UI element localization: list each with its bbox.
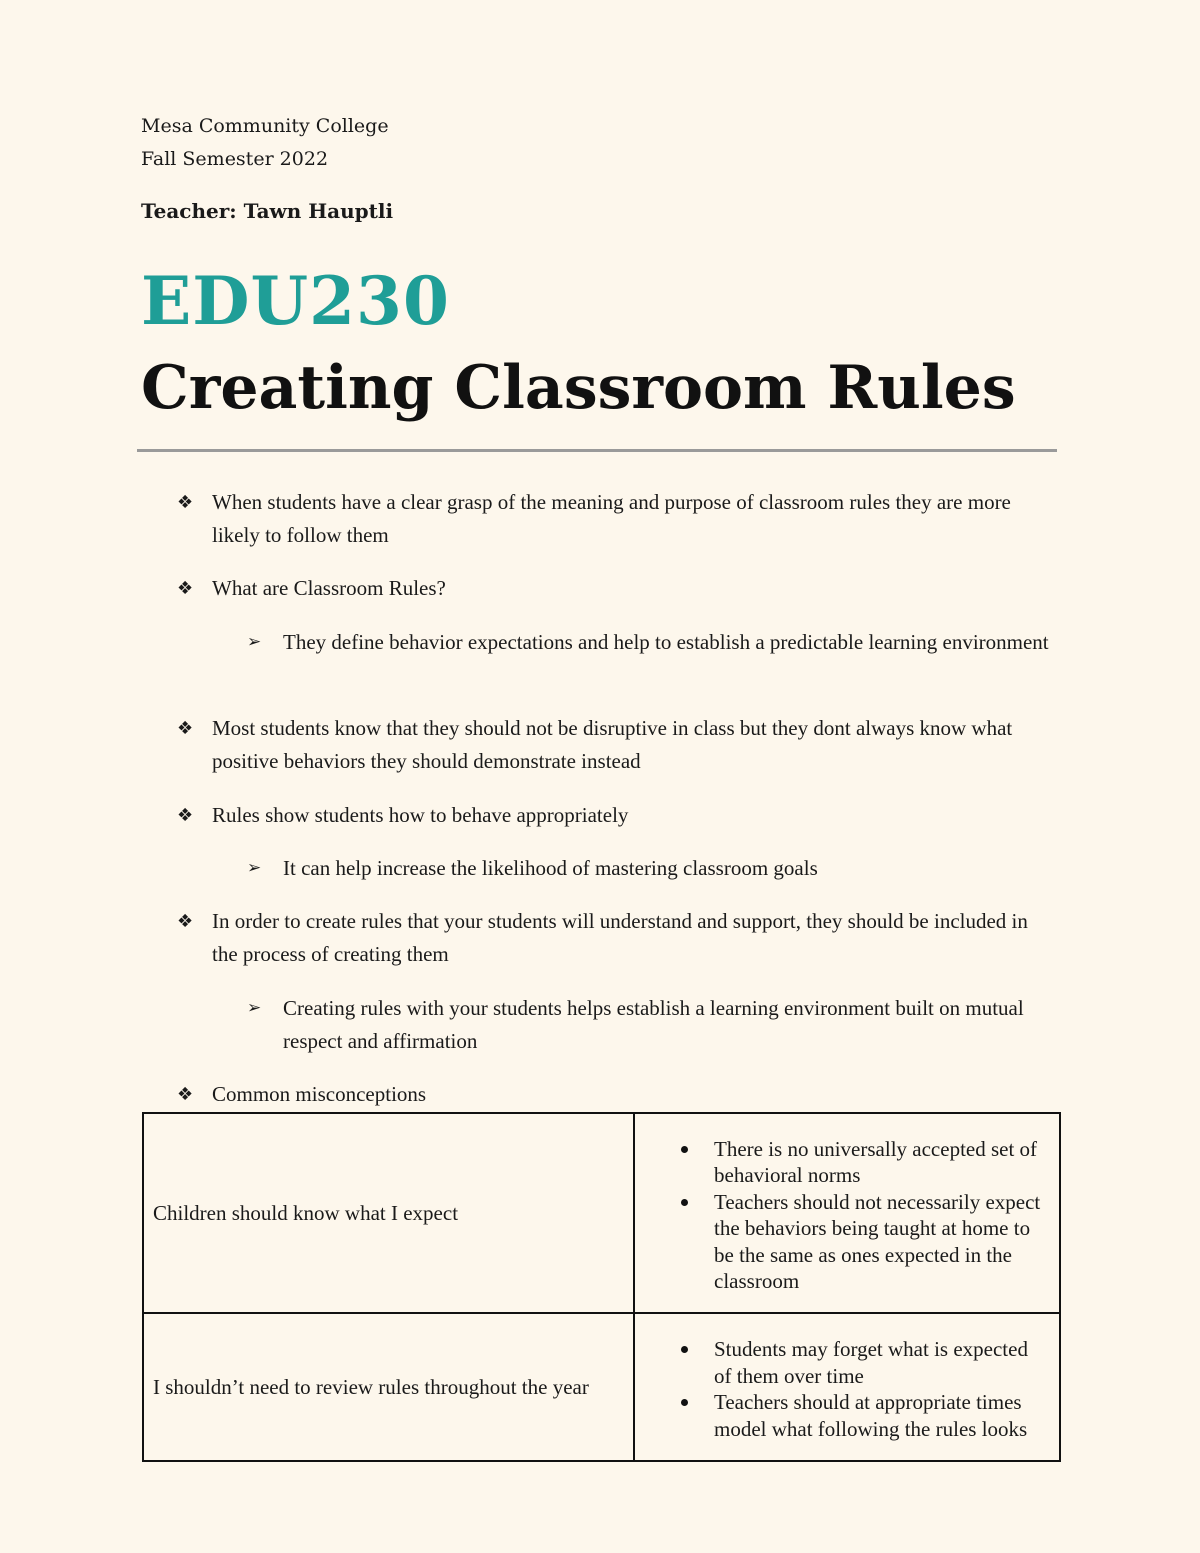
table-row [143, 1113, 1060, 1313]
explanation-list [635, 1136, 1047, 1295]
list-item [177, 572, 1052, 605]
list-item-text: What are Classroom Rules? [212, 576, 446, 600]
diamond-bullet-icon: ❖ [177, 911, 194, 932]
diamond-bullet-icon: ❖ [177, 1084, 194, 1105]
course-code: EDU230 [141, 262, 450, 340]
sub-list-item [247, 626, 1053, 659]
misconception-cell: I shouldn’t need to review rules throughout the year [143, 1313, 634, 1461]
list-item-text: Most students know that they should not be disruptive in class but they dont always know what positive behaviors they should demonstrate instead [212, 716, 1013, 773]
list-item-text: Creating rules with your students helps establish a learning environment built on mutual respect and affirmation [283, 996, 1024, 1053]
list-item [177, 712, 1052, 778]
list-item-text: Rules show students how to behave appropriately [212, 803, 629, 827]
list-item-text: It can help increase the likelihood of mastering classroom goals [283, 856, 818, 880]
list-item-text: There is no universally accepted set of behavioral norms [714, 1136, 1038, 1187]
list-item-text: Common misconceptions [212, 1082, 427, 1106]
list-item [635, 1136, 1047, 1189]
list-item-text: Students may forget what is expected of them over time [714, 1337, 1028, 1388]
bullet-dot-icon [681, 1399, 688, 1406]
table-row [143, 1313, 1060, 1461]
diamond-bullet-icon: ❖ [177, 578, 194, 599]
list-item [177, 905, 1052, 971]
page-title: Creating Classroom Rules [141, 353, 1016, 423]
list-item-text: In order to create rules that your students will understand and support, they should be included in the process of creating them [212, 909, 1028, 966]
list-item [635, 1336, 1047, 1389]
list-item-text: Teachers should not necessarily expect the behaviors being taught at home to be the same as ones expected in the classroom [714, 1189, 1041, 1293]
diamond-bullet-icon: ❖ [177, 492, 194, 513]
title-divider [137, 449, 1057, 452]
arrow-bullet-icon: ➢ [247, 632, 262, 652]
semester: Fall Semester 2022 [141, 148, 329, 170]
list-item [635, 1389, 1047, 1442]
list-item [177, 486, 1052, 552]
list-item [177, 799, 1052, 832]
bullet-dot-icon [681, 1146, 688, 1153]
diamond-bullet-icon: ❖ [177, 718, 194, 739]
misconceptions-table [142, 1112, 1061, 1462]
sub-list-item [247, 852, 1053, 885]
sub-list-item [247, 992, 1053, 1058]
list-item-text: When students have a clear grasp of the meaning and purpose of classroom rules they are more likely to follow them [212, 490, 1011, 547]
arrow-bullet-icon: ➢ [247, 998, 262, 1018]
list-item-text: Teachers should at appropriate times model what following the rules looks [714, 1390, 1028, 1441]
explanation-cell [634, 1313, 1060, 1461]
bullet-dot-icon [681, 1346, 688, 1353]
teacher-name: Teacher: Tawn Hauptli [141, 199, 394, 223]
list-item [177, 1078, 1052, 1111]
arrow-bullet-icon: ➢ [247, 858, 262, 878]
college-name: Mesa Community College [141, 115, 389, 137]
diamond-bullet-icon: ❖ [177, 805, 194, 826]
bullet-dot-icon [681, 1199, 688, 1206]
list-item [635, 1189, 1047, 1295]
list-item-text: They define behavior expectations and help to establish a predictable learning environment [283, 630, 1049, 654]
explanation-list [635, 1336, 1047, 1442]
explanation-cell [634, 1113, 1060, 1313]
misconception-cell: Children should know what I expect [143, 1113, 634, 1313]
